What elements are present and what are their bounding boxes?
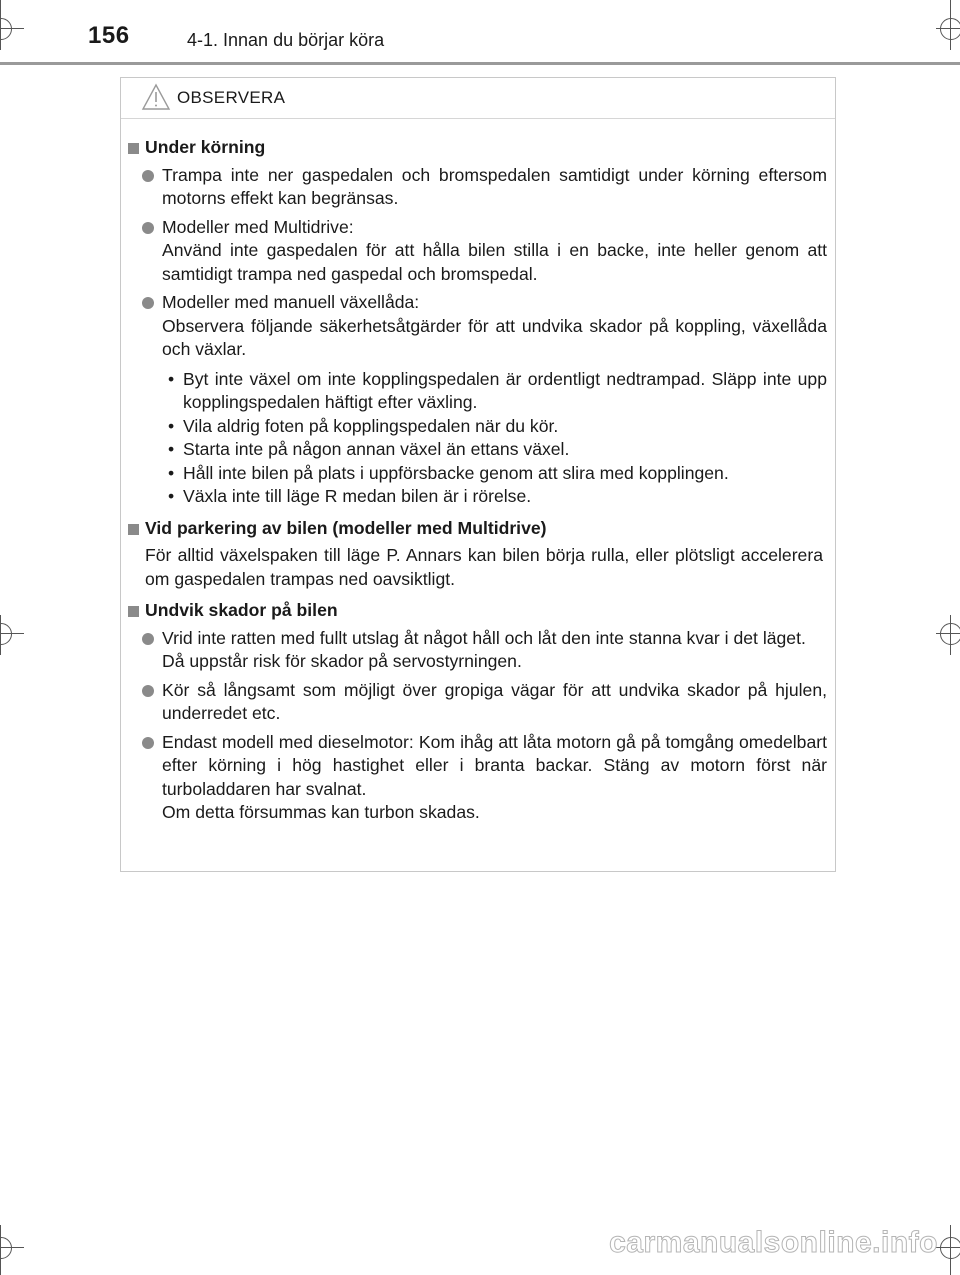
warning-triangle-icon <box>141 83 171 111</box>
round-bullet-icon <box>142 170 154 182</box>
section-heading-undvik-skador: Undvik skador på bilen <box>128 599 827 623</box>
square-bullet-icon <box>128 606 139 617</box>
list-item: Trampa inte ner gaspedalen och bromspedalen samtidigt under körning eftersom motorns effekt kan begränsas. <box>128 164 827 211</box>
precaution-item: • Starta inte på någon annan växel än ettans växel. <box>162 438 827 462</box>
precaution-list <box>128 368 827 509</box>
list-item: Modeller med Multidrive: Använd inte gaspedalen för att hålla bilen stilla i en backe, inte heller genom att samtidigt trampa ned gaspedal och bromspedal. <box>128 216 827 287</box>
section-heading-parkering: Vid parkering av bilen (modeller med Multidrive) <box>128 517 827 541</box>
round-bullet-icon <box>142 737 154 749</box>
notice-label: OBSERVERA <box>177 88 286 107</box>
round-bullet-icon <box>142 222 154 234</box>
page-number: 156 <box>88 22 130 49</box>
section-heading-under-korning: Under körning <box>128 136 827 160</box>
notice-box <box>120 77 836 872</box>
list-item: Kör så långsamt som möjligt över gropiga vägar för att undvika skador på hjulen, underredet etc. <box>128 679 827 726</box>
list-item: Endast modell med dieselmotor: Kom ihåg att låta motorn gå på tomgång omedelbart efter körning i hög hastighet eller i branta backar. Stäng av motorn först när turboladdaren har svalnat. Om detta försummas kan turbon skadas. <box>128 731 827 825</box>
list-item: Modeller med manuell växellåda: Observera följande säkerhetsåtgärder för att undvika skador på koppling, växellåda och växlar. <box>128 291 827 362</box>
precaution-item: • Byt inte växel om inte kopplingspedalen är ordentligt nedtrampad. Släpp inte upp kopplingspedalen häftigt efter växling. <box>162 368 827 415</box>
notice-body <box>121 136 835 825</box>
round-bullet-icon <box>142 685 154 697</box>
precaution-item: • Växla inte till läge R medan bilen är i rörelse. <box>162 485 827 509</box>
square-bullet-icon <box>128 143 139 154</box>
round-bullet-icon <box>142 297 154 309</box>
header-rule <box>0 62 960 65</box>
precaution-item: • Vila aldrig foten på kopplingspedalen när du kör. <box>162 415 827 439</box>
list-item: Vrid inte ratten med fullt utslag åt något håll och låt den inte stanna kvar i det läget. Då uppstår risk för skador på servostyrningen. <box>128 627 827 674</box>
round-bullet-icon <box>142 633 154 645</box>
square-bullet-icon <box>128 524 139 535</box>
chapter-title: 4-1. Innan du börjar köra <box>187 30 385 50</box>
precaution-item: • Håll inte bilen på plats i uppförsbacke genom att slira med kopplingen. <box>162 462 827 486</box>
section-paragraph: För alltid växelspaken till läge P. Annars kan bilen börja rulla, eller plötsligt accelerera om gaspedalen trampas ned oavsiktligt. <box>145 545 823 589</box>
watermark: carmanualsonline.info <box>609 1226 938 1259</box>
notice-header <box>121 78 835 119</box>
